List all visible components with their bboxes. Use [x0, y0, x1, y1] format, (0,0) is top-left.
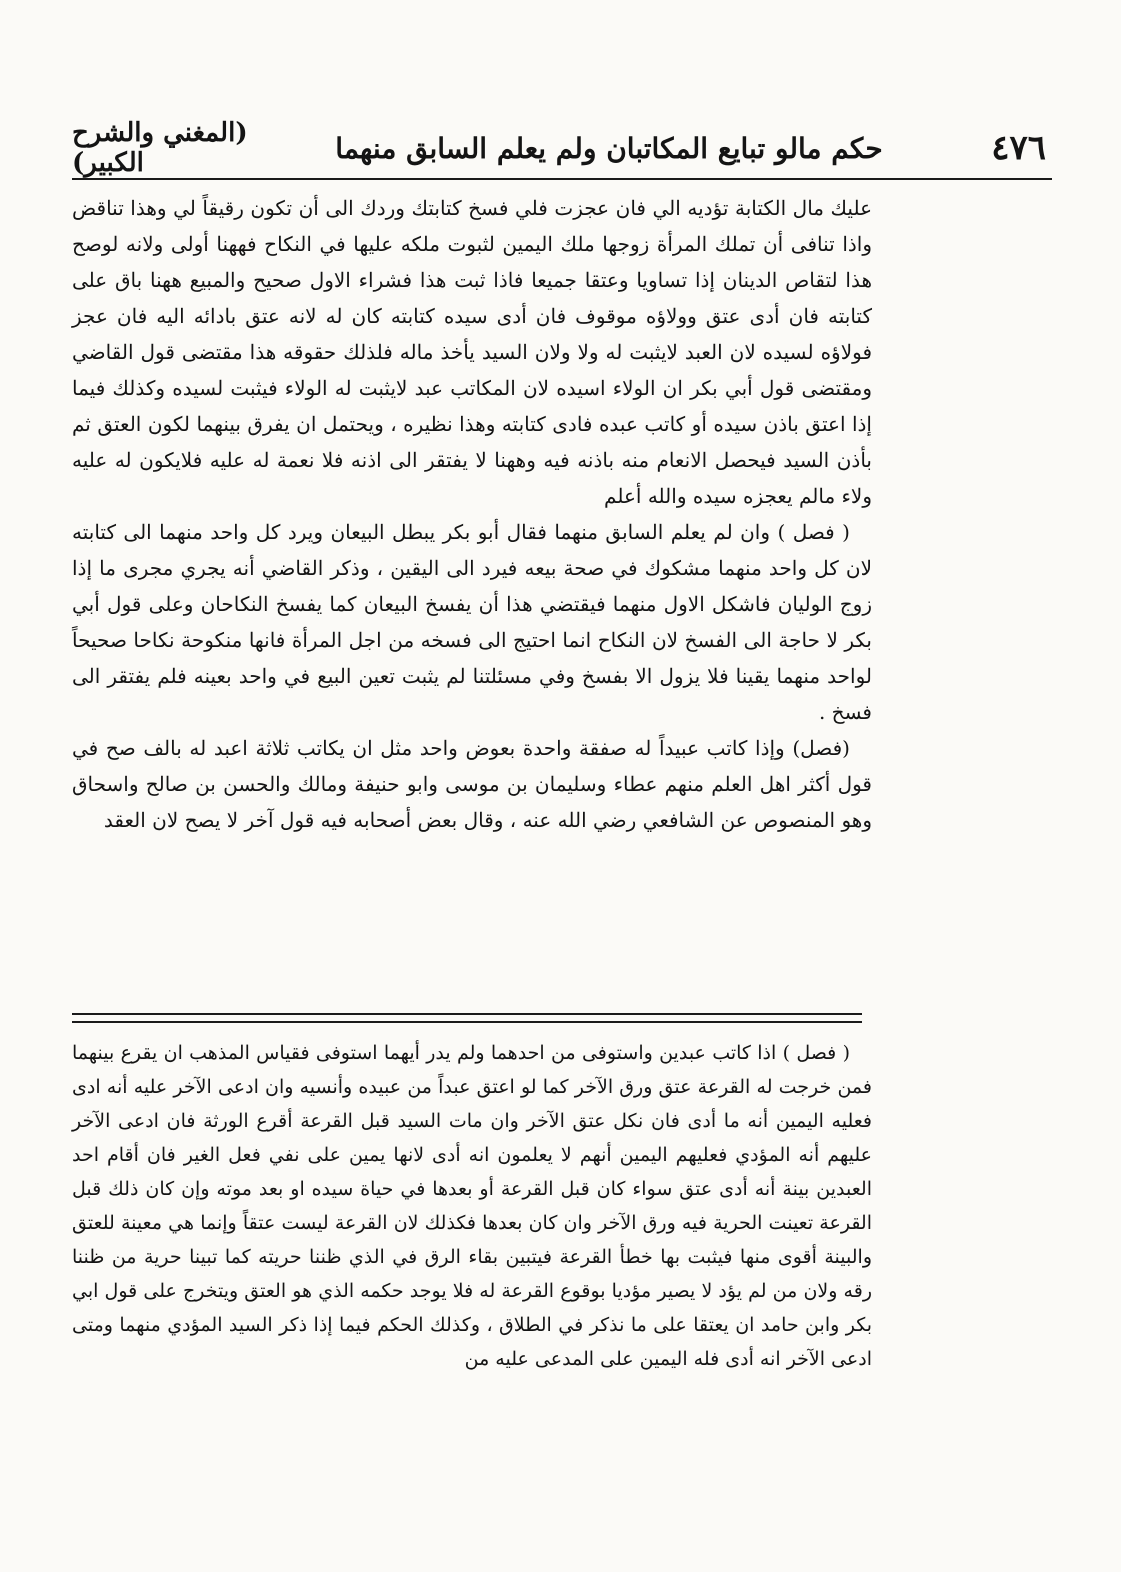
section-title: حكم مالو تبايع المكاتبان ولم يعلم السابق منهما [335, 131, 883, 165]
main-text [72, 190, 872, 838]
page-header [72, 120, 1052, 176]
header-rule [72, 178, 1052, 180]
book-name: (المغني والشرح الكبير) [72, 118, 248, 178]
footnote-text [72, 1036, 872, 1376]
footnote-paragraph: ( فصل ) اذا كاتب عبدين واستوفى من احدهما ولم يدر أيهما استوفى فقياس المذهب ان يقرع بينهما فمن خرجت له القرعة عتق ورق الآخر كما لو اعتق عبداً من عبيده وأنسيه وان ادعى الآخر عليه أنه ادى فعليه اليمين أنه ما أدى فان نكل عتق الآخر وان مات السيد قبل القرعة أقرع الورثة فان ادعى الآخر عليهم أنه المؤدي فعليهم اليمين أنهم لا يعلمون انه أدى لانها يمين على نفي فعل الغير فان أقام احد العبدين بينة أنه أدى عتق سواء كان قبل القرعة أو بعدها في حياة سيده او بعد موته وإن كان ذلك قبل القرعة تعينت الحرية فيه ورق الآخر وان كان بعدها فكذلك لان القرعة ليست عتقاً وإنما هي معينة للعتق والبينة أقوى منها فيثبت بها خطأ القرعة فيتبين بقاء الرق في الذي ظننا حريته كما تبينا حرية من ظننا رقه ولان من لم يؤد لا يصير مؤديا بوقوع القرعة له فلا يوجد حكمه الذي هو العتق ويتخرج على قول ابي بكر وابن حامد ان يعتقا على ما نذكر في الطلاق ، وكذلك الحكم فيما إذا ذكر السيد المؤدي منهما ومتى ادعى الآخر انه أدى فله اليمين على المدعى عليه من [72, 1042, 872, 1370]
footnote-separator [72, 1013, 862, 1023]
page-number: ٤٧٦ [991, 128, 1046, 168]
main-paragraph: (فصل) وإذا كاتب عبيداً له صفقة واحدة بعوض واحد مثل ان يكاتب ثلاثة اعبد له بالف صح في قول أكثر اهل العلم منهم عطاء وسليمان بن موسى وابو حنيفة ومالك والحسن بن صالح واسحاق وهو المنصوص عن الشافعي رضي الله عنه ، وقال بعض أصحابه فيه قول آخر لا يصح لان العقد [72, 736, 872, 832]
main-paragraph: ( فصل ) وان لم يعلم السابق منهما فقال أبو بكر يبطل البيعان ويرد كل واحد منهما الى كتابته لان كل واحد منهما مشكوك في صحة بيعه فيرد الى اليقين ، وذكر القاضي أنه يجري مجرى ما إذا زوج الوليان فاشكل الاول منهما فيقتضي هذا أن يفسخ البيعان كما يفسخ النكاحان وعلى قول أبي بكر لا حاجة الى الفسخ لان النكاح انما احتيج الى فسخه من اجل المرأة فانها منكوحة نكاحا صحيحاً لواحد منهما يقينا فلا يزول الا بفسخ وفي مسئلتنا لم يثبت تعين البيع في واحد بعينه فلم يفتقر الى فسخ . [72, 520, 872, 724]
main-paragraph: عليك مال الكتابة تؤديه الي فان عجزت فلي فسخ كتابتك وردك الى أن تكون رقيقاً لي وهذا تناقض واذا تنافى أن تملك المرأة زوجها ملك اليمين لثبوت ملكه عليها في النكاح فههنا أولى ولانه لوصح هذا لتقاص الدينان إذا تساويا وعتقا جميعا فاذا ثبت هذا فشراء الاول صحيح والمبيع ههنا باق على كتابته فان أدى عتق وولاؤه موقوف فان أدى سيده كتابته كان له لانه عتق بادائه اليه فان عجز فولاؤه لسيده لان العبد لايثبت له ولا ولان السيد يأخذ ماله فلذلك حقوقه هذا مقتضى قول القاضي ومقتضى قول أبي بكر ان الولاء اسيده لان المكاتب عبد لايثبت له الولاء فيثبت لسيده وكذلك فيما إذا اعتق باذن سيده أو كاتب عبده فادى كتابته وهذا نظيره ، ويحتمل ان يفرق بينهما لكون العتق ثم بأذن السيد فيحصل الانعام منه باذنه فيه وههنا لا يفتقر الى اذنه فلا نعمة له عليه فلايكون له عليه ولاء مالم يعجزه سيده والله أعلم [72, 196, 872, 508]
